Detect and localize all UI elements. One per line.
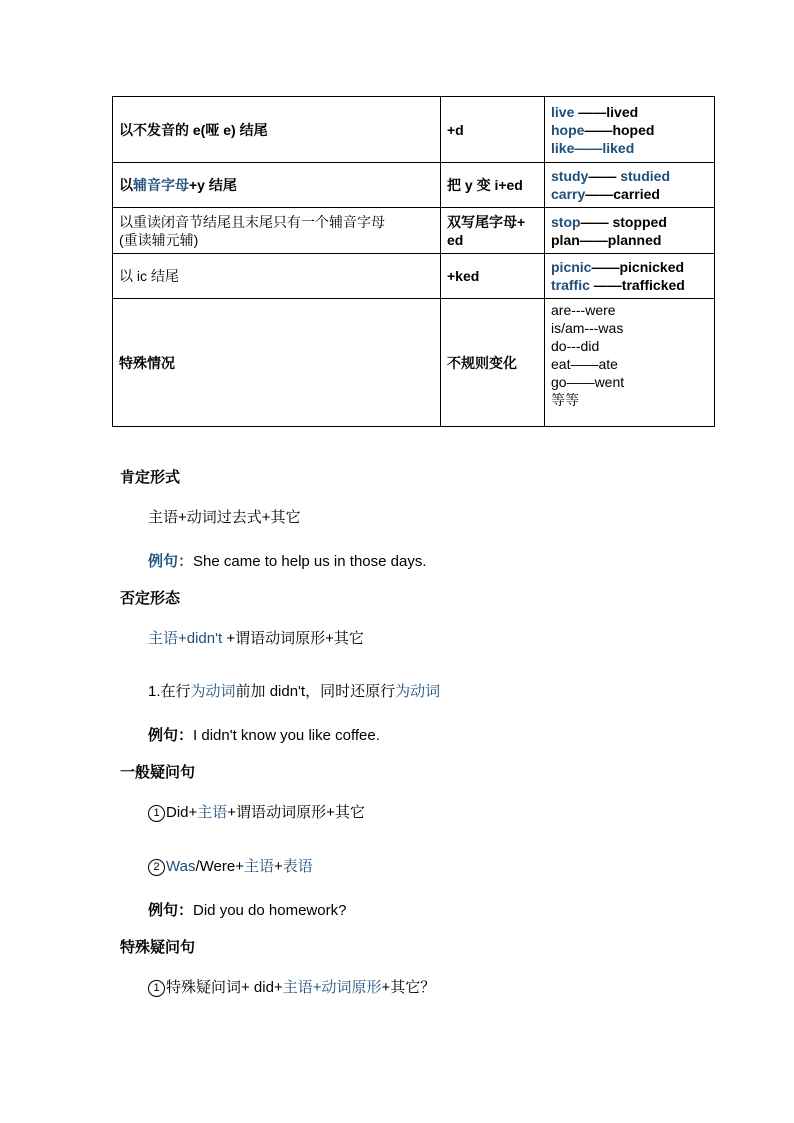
general-question-heading: 一般疑问句	[120, 764, 196, 781]
example-item: go——went	[551, 374, 625, 390]
rule-cell: 以不发音的 e(哑 e) 结尾	[113, 97, 441, 163]
example-item: traffic ——trafficked	[551, 277, 685, 293]
example-item: do---did	[551, 338, 600, 354]
example-label: 例句：	[148, 553, 194, 570]
examples-cell	[545, 163, 715, 208]
table-row	[113, 97, 715, 163]
example-label: 例句：	[148, 902, 194, 919]
rule-cell: 以重读闭音节结尾且末尾只有一个辅音字母 (重读辅元辅)	[113, 208, 441, 254]
example-item: stop—— stopped	[551, 213, 667, 230]
example-item: picnic——picnicked	[551, 259, 685, 275]
example-item: study—— studied	[551, 168, 671, 184]
example-item: live ——lived	[551, 103, 639, 120]
example-item: like——liked	[551, 139, 635, 156]
example-item: plan——planned	[551, 231, 662, 248]
table-row	[113, 208, 715, 254]
example-label: 例句：	[148, 727, 194, 744]
example-text: Did you do homework?	[193, 902, 347, 919]
general-question-formula-1: 1 Did+主语+谓语动词原形+其它	[148, 801, 365, 822]
example-item: eat——ate	[551, 356, 618, 372]
rule-cell: 特殊情况	[113, 299, 441, 427]
change-cell: +ked	[441, 254, 545, 299]
table-row	[113, 254, 715, 299]
circled-number: 2	[148, 859, 165, 876]
rule-cell: 以辅音字母+y 结尾	[113, 163, 441, 208]
table-row	[113, 299, 715, 427]
examples-cell	[545, 208, 715, 254]
negative-heading: 否定形态	[120, 590, 181, 607]
change-cell: 双写尾字母+ ed	[441, 208, 545, 254]
negative-note: 1.在行为动词前加 didn't，同时还原行为动词	[148, 683, 441, 700]
circled-number: 1	[148, 805, 165, 822]
examples-cell	[545, 97, 715, 163]
circled-number: 1	[148, 980, 165, 997]
examples-cell	[545, 299, 715, 427]
negative-formula: 主语+didn't +谓语动词原形+其它	[148, 630, 364, 647]
affirmative-formula: 主语+动词过去式+其它	[148, 509, 301, 526]
example-item: hope——hoped	[551, 121, 655, 138]
rule-cell: 以 ic 结尾	[113, 254, 441, 299]
change-cell: 把 y 变 i+ed	[441, 163, 545, 208]
general-question-formula-2: 2 Was/Were+主语+表语	[148, 855, 313, 876]
affirmative-heading: 肯定形式	[120, 469, 181, 486]
example-text: I didn't know you like coffee.	[193, 727, 380, 744]
table-row	[113, 163, 715, 208]
special-question-formula: 1 特殊疑问词+ did+主语+动词原形+其它？	[148, 976, 435, 997]
negative-example	[148, 724, 380, 745]
example-item: carry——carried	[551, 186, 660, 202]
example-text: She came to help us in those days.	[193, 553, 427, 570]
example-item: 等等	[551, 392, 579, 408]
past-tense-rules-table	[112, 96, 715, 427]
general-question-example	[148, 899, 346, 920]
change-cell: +d	[441, 97, 545, 163]
change-cell: 不规则变化	[441, 299, 545, 427]
example-item: are---were	[551, 302, 616, 318]
example-item: is/am---was	[551, 320, 624, 336]
examples-cell	[545, 254, 715, 299]
special-question-heading: 特殊疑问句	[120, 939, 196, 956]
affirmative-example	[148, 550, 427, 571]
